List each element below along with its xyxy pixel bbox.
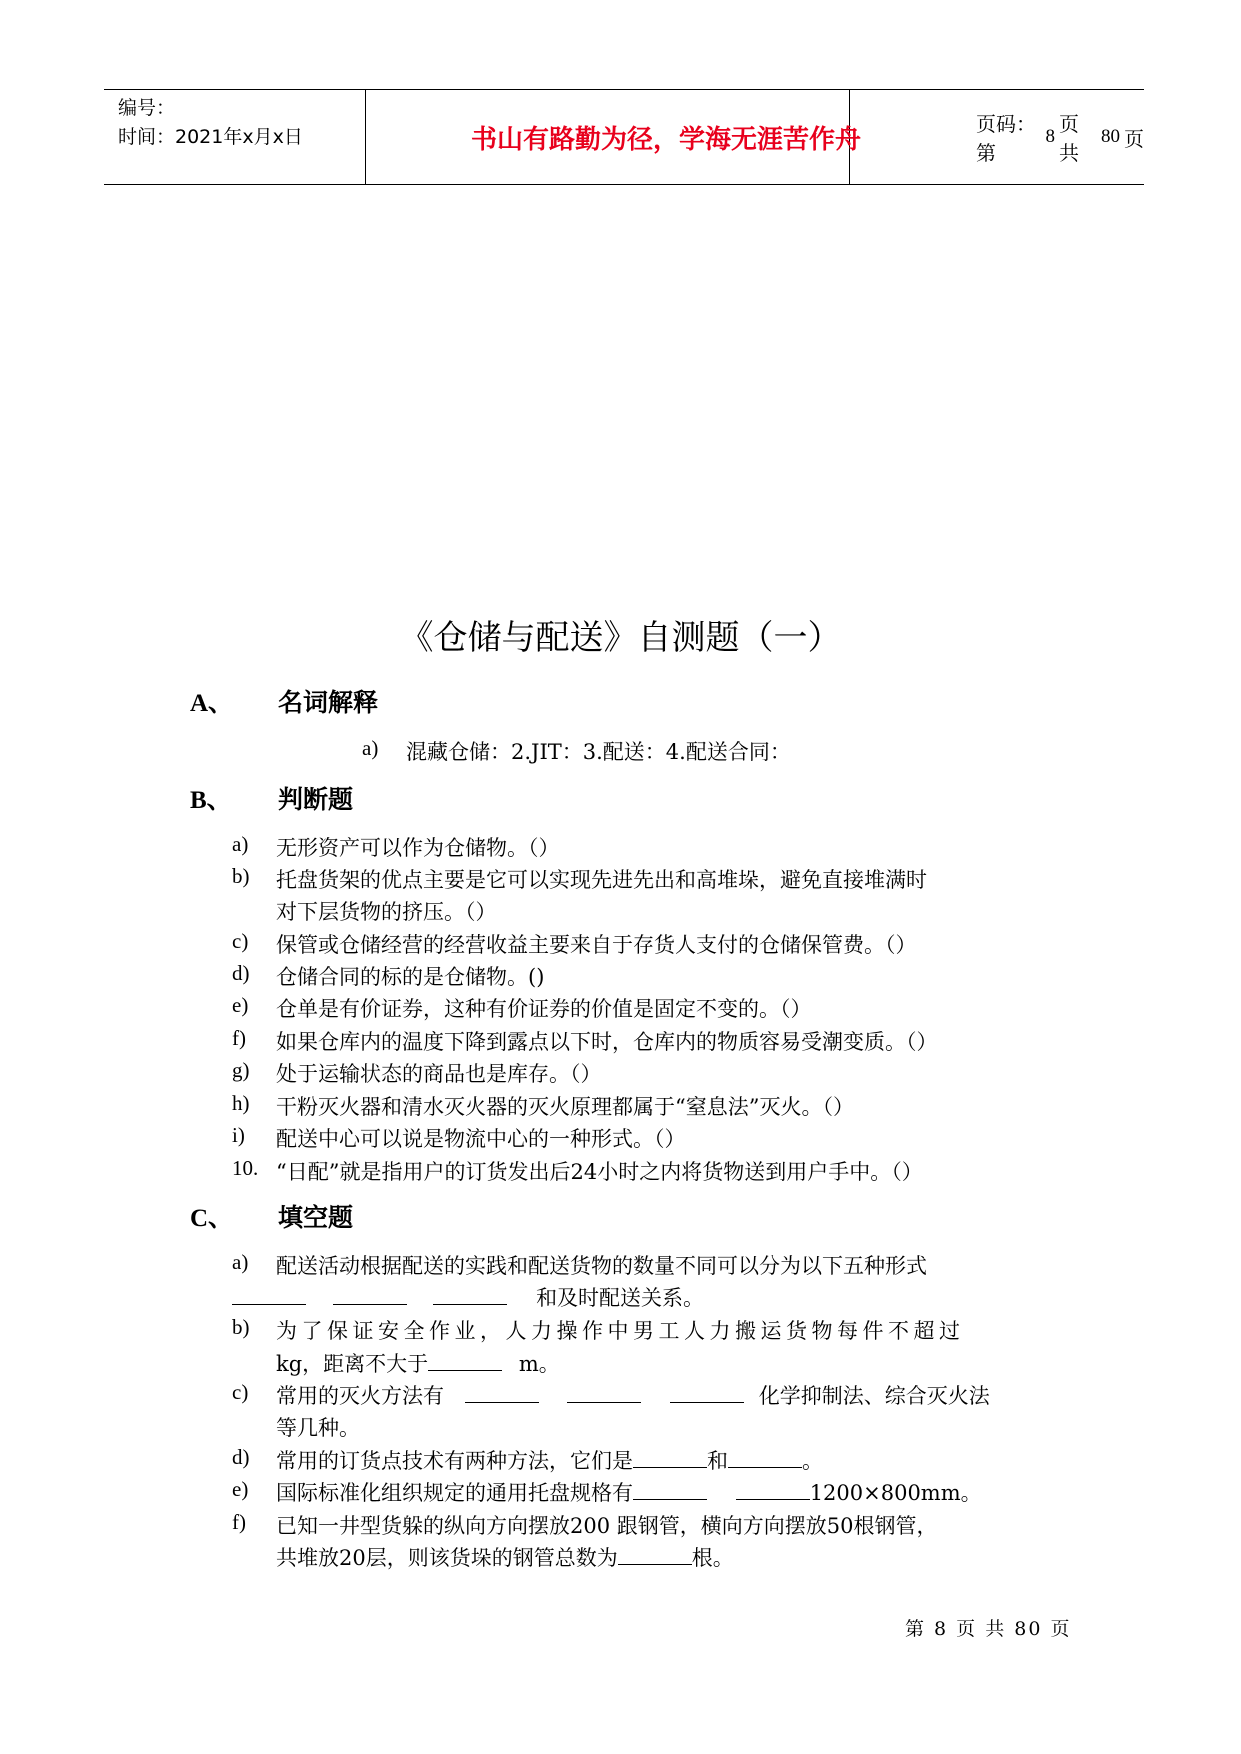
- item-label: a): [362, 736, 379, 760]
- question-text-continued: 对下层货物的挤压。（）: [276, 900, 497, 924]
- question-text: [276, 1477, 982, 1507]
- answer-blank[interactable]: [736, 1479, 810, 1500]
- answer-blank[interactable]: [633, 1479, 707, 1500]
- question-fragment: 常用的订货点技术有两种方法，它们是: [276, 1449, 633, 1473]
- item-label: g): [232, 1058, 250, 1082]
- answer-blank[interactable]: [232, 1284, 306, 1305]
- section-a-heading: [190, 683, 378, 719]
- answer-blank[interactable]: [428, 1350, 502, 1371]
- question-text: [276, 1380, 990, 1410]
- question-text-continued: 等几种。: [276, 1416, 360, 1440]
- item-label: f): [232, 1026, 246, 1050]
- answer-blank[interactable]: [433, 1284, 507, 1305]
- time-label: 时间：2021年x月x日: [118, 126, 303, 148]
- page-number: 8: [1045, 126, 1056, 147]
- section-title: 填空题: [278, 1203, 354, 1232]
- answer-blank[interactable]: [633, 1447, 707, 1468]
- section-b-heading: [190, 780, 353, 816]
- question-text: [276, 1445, 823, 1475]
- question-fragment: 共堆放20层，则该货垛的钢管总数为: [276, 1546, 618, 1570]
- question-fragment: 1200×800mm。: [809, 1481, 982, 1505]
- section-c-heading: [190, 1198, 353, 1234]
- page-prefix: 页码：第: [976, 112, 1036, 165]
- question-text: 托盘货架的优点主要是它可以实现先进先出和高堆垛，避免直接堆满时: [276, 868, 927, 892]
- term-list: 混藏仓储：2.JIT：3.配送：4.配送合同：: [406, 740, 791, 764]
- item-label: c): [232, 929, 249, 953]
- item-label: 10.: [232, 1156, 259, 1180]
- question-tail: 和及时配送关系。: [536, 1286, 705, 1310]
- item-label: c): [232, 1380, 249, 1404]
- question-text: 处于运输状态的商品也是库存。（）: [276, 1062, 602, 1086]
- page-total: 80: [1101, 126, 1120, 147]
- section-title: 判断题: [278, 785, 354, 814]
- page-mid: 页 共: [1059, 112, 1080, 165]
- item-label: a): [232, 1250, 249, 1274]
- question-fragment: 。: [802, 1449, 823, 1473]
- item-label: b): [232, 864, 250, 888]
- answer-blank[interactable]: [567, 1382, 641, 1403]
- answer-blank[interactable]: [670, 1382, 744, 1403]
- answer-blank[interactable]: [465, 1382, 539, 1403]
- item-label: d): [232, 1445, 250, 1469]
- section-letter: C、: [190, 1205, 234, 1232]
- header-divider: [365, 90, 366, 184]
- question-text: 配送活动根据配送的实践和配送货物的数量不同可以分为以下五种形式: [276, 1254, 927, 1278]
- item-label: e): [232, 993, 249, 1017]
- question-text-continued: [232, 1282, 704, 1312]
- question-text: 无形资产可以作为仓储物。（）: [276, 836, 560, 860]
- answer-blank[interactable]: [333, 1284, 407, 1305]
- item-label: f): [232, 1510, 246, 1534]
- question-text: 已知一井型货躲的纵向方向摆放200 跟钢管，横向方向摆放50根钢管，: [276, 1514, 938, 1538]
- question-fragment: 化学抑制法、综合灭火法: [758, 1384, 990, 1408]
- section-title: 名词解释: [278, 688, 379, 717]
- page-footer: 第 8 页 共 80 页: [905, 1618, 1072, 1640]
- section-letter: A、: [190, 690, 234, 717]
- question-text: 保管或仓储经营的经营收益主要来自于存货人支付的仓储保管费。（）: [276, 933, 917, 957]
- question-text: “日配”就是指用户的订货发出后24小时之内将货物送到用户手中。（）: [276, 1160, 923, 1184]
- question-text-continued: [276, 1348, 560, 1378]
- section-letter: B、: [190, 787, 232, 814]
- header-page-info: [976, 90, 1144, 184]
- item-label: i): [232, 1123, 245, 1147]
- question-text: 仓单是有价证券，这种有价证券的价值是固定不变的。（）: [276, 997, 812, 1021]
- page-header: [104, 89, 1144, 185]
- question-text: 如果仓库内的温度下降到露点以下时，仓库内的物质容易受潮变质。（）: [276, 1030, 938, 1054]
- question-fragment: 和: [707, 1449, 728, 1473]
- item-label: d): [232, 961, 250, 985]
- question-fragment: kg，距离不大于: [276, 1352, 429, 1376]
- item-label: h): [232, 1091, 250, 1115]
- answer-blank[interactable]: [728, 1447, 802, 1468]
- header-motto: 书山有路勤为径，学海无涯苦作舟: [470, 124, 861, 155]
- header-meta: [118, 94, 303, 152]
- question-fragment: 常用的灭火方法有: [276, 1384, 444, 1408]
- question-text: 配送中心可以说是物流中心的一种形式。（）: [276, 1127, 686, 1151]
- question-text: 仓储合同的标的是仓储物。(): [276, 965, 545, 989]
- question-fragment: 根。: [691, 1546, 734, 1570]
- question-fragment: m。: [518, 1352, 560, 1376]
- question-fragment: 国际标准化组织规定的通用托盘规格有: [276, 1481, 633, 1505]
- item-label: e): [232, 1477, 249, 1501]
- page-suffix: 页: [1124, 126, 1144, 151]
- document-title: 《仓储与配送》自测题（一）: [399, 618, 842, 658]
- serial-label: 编号：: [118, 97, 176, 119]
- question-text: 为了保证安全作业，人力操作中男工人力搬运货物每件不超过: [276, 1319, 965, 1343]
- item-label: a): [232, 832, 249, 856]
- question-text-continued: [276, 1542, 734, 1572]
- item-label: b): [232, 1315, 250, 1339]
- question-text: 干粉灭火器和清水灭火器的灭火原理都属于“窒息法”灭火。（）: [276, 1095, 854, 1119]
- answer-blank[interactable]: [618, 1544, 692, 1565]
